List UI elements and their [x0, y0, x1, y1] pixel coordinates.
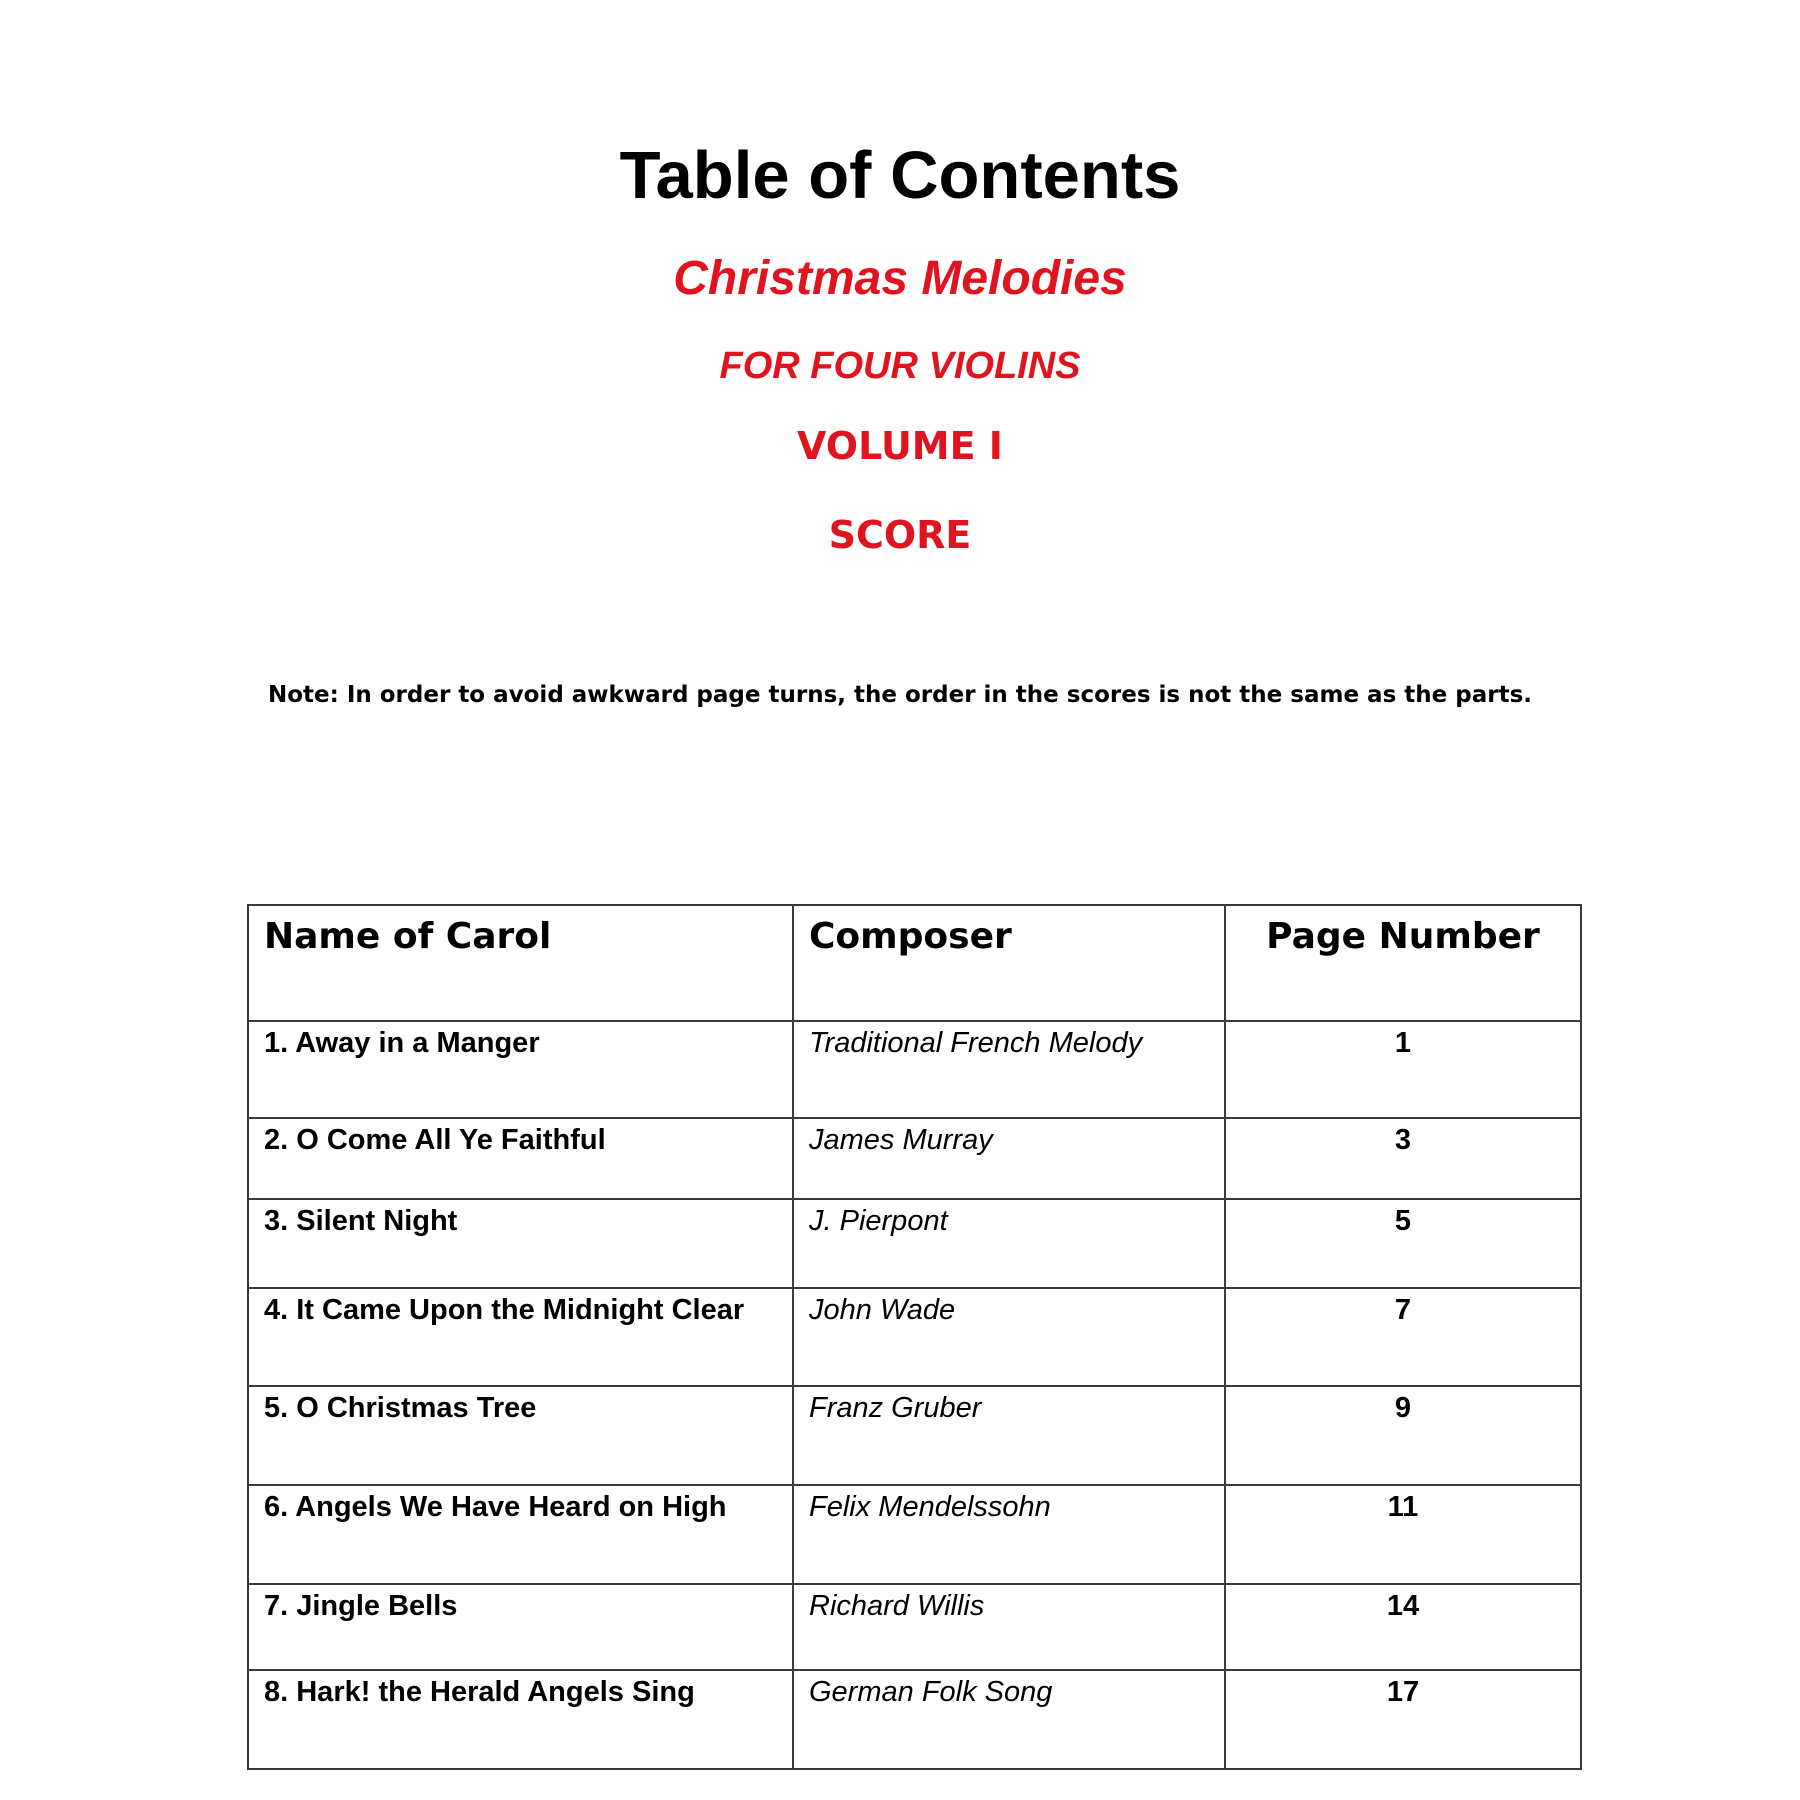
page-number: 17: [1225, 1670, 1581, 1769]
page-turn-note: Note: In order to avoid awkward page turns, the order in the scores is not the same as the parts.: [267, 682, 1533, 708]
page-number: 14: [1225, 1584, 1581, 1670]
carol-name: 6. Angels We Have Heard on High: [248, 1485, 793, 1584]
page-number: 7: [1225, 1288, 1581, 1386]
edition-subtitle: SCORE: [828, 513, 972, 557]
table-row: [248, 1021, 1581, 1118]
carol-name: 3. Silent Night: [248, 1199, 793, 1288]
carol-name: 4. It Came Upon the Midnight Clear: [248, 1288, 793, 1386]
carol-name: 7. Jingle Bells: [248, 1584, 793, 1670]
composer-name: German Folk Song: [793, 1670, 1225, 1769]
header-page-number: Page Number: [1225, 905, 1581, 1021]
header-carol: Name of Carol: [248, 905, 793, 1021]
carol-name: 5. O Christmas Tree: [248, 1386, 793, 1485]
instrumentation-subtitle: FOR FOUR VIOLINS: [719, 345, 1081, 387]
table-header-row: [248, 905, 1581, 1021]
composer-name: John Wade: [793, 1288, 1225, 1386]
table-row: [248, 1670, 1581, 1769]
table-row: [248, 1199, 1581, 1288]
carol-name: 2. O Come All Ye Faithful: [248, 1118, 793, 1199]
composer-name: Franz Gruber: [793, 1386, 1225, 1485]
carol-name: 8. Hark! the Herald Angels Sing: [248, 1670, 793, 1769]
composer-name: Traditional French Melody: [793, 1021, 1225, 1118]
page-number: 11: [1225, 1485, 1581, 1584]
collection-title: Christmas Melodies: [673, 252, 1127, 305]
page-number: 9: [1225, 1386, 1581, 1485]
table-row: [248, 1288, 1581, 1386]
composer-name: J. Pierpont: [793, 1199, 1225, 1288]
composer-name: Richard Willis: [793, 1584, 1225, 1670]
page-title: Table of Contents: [619, 138, 1181, 213]
volume-subtitle: VOLUME I: [797, 424, 1003, 468]
table-row: [248, 1584, 1581, 1670]
page-number: 3: [1225, 1118, 1581, 1199]
carol-name: 1. Away in a Manger: [248, 1021, 793, 1118]
composer-name: Felix Mendelssohn: [793, 1485, 1225, 1584]
page-number: 1: [1225, 1021, 1581, 1118]
contents-table: [247, 904, 1582, 1770]
header-composer: Composer: [793, 905, 1225, 1021]
composer-name: James Murray: [793, 1118, 1225, 1199]
table-row: [248, 1386, 1581, 1485]
table-row: [248, 1485, 1581, 1584]
table-row: [248, 1118, 1581, 1199]
page-number: 5: [1225, 1199, 1581, 1288]
